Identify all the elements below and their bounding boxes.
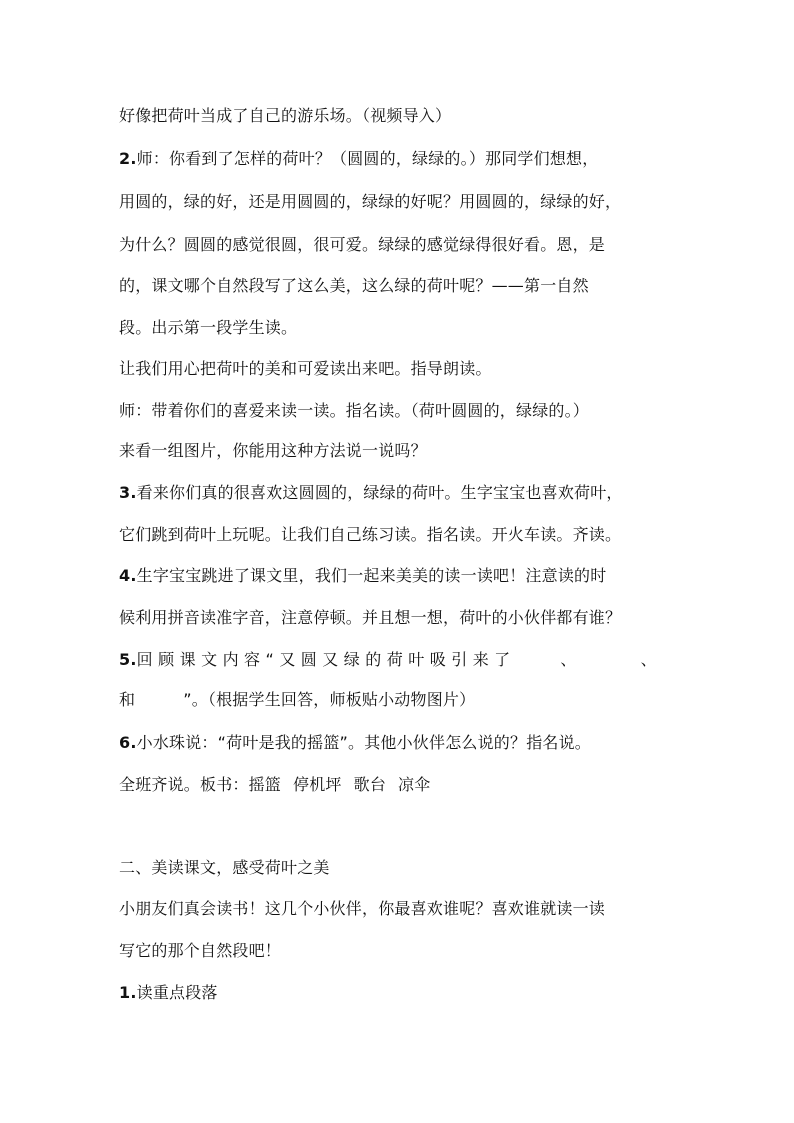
paragraph-line <box>119 731 679 755</box>
paragraph-line <box>119 648 679 672</box>
paragraph-line <box>119 688 679 712</box>
paragraph-line <box>119 316 679 340</box>
item-number: 1. <box>119 983 137 1002</box>
section-heading <box>119 856 679 880</box>
line-text: ”。（根据学生回答，师板贴小动物图片） <box>183 690 476 709</box>
line-text: 看来你们真的很喜欢这圆圆的，绿绿的荷叶。生字宝宝也喜欢荷叶， <box>136 483 623 502</box>
line-text: 二、美读课文，感受荷叶之美 <box>119 858 330 877</box>
line-text: 段。出示第一段学生读。 <box>119 318 298 337</box>
line-text: 候利用拼音读准字音，注意停顿。并且想一想，荷叶的小伙伴都有谁？ <box>119 608 622 627</box>
board-word: 停机坪 <box>293 775 342 794</box>
paragraph-line <box>119 564 679 588</box>
line-text: 的，课文哪个自然段写了这么美，这么绿的荷叶呢？——第一自然 <box>119 276 589 295</box>
line-text: 读重点段落 <box>136 983 218 1002</box>
line-text: 写它的那个自然段吧！ <box>119 941 282 960</box>
paragraph-line <box>119 357 679 381</box>
item-number: 2. <box>119 149 137 168</box>
paragraph-line <box>119 606 679 630</box>
line-text: 小水珠说：“荷叶是我的摇篮”。其他小伙伴怎么说的？指名说。 <box>136 733 592 752</box>
paragraph-line <box>119 233 679 257</box>
paragraph-line <box>119 939 679 963</box>
paragraph-line <box>119 981 679 1005</box>
board-word: 歌台 <box>353 775 387 794</box>
line-text: 生字宝宝跳进了课文里，我们一起来美美的读一读吧！注意读的时 <box>136 566 607 585</box>
paragraph-line <box>119 773 679 797</box>
paragraph-line <box>119 523 679 547</box>
item-number: 4. <box>119 566 137 585</box>
line-text: 好像把荷叶当成了自己的游乐场。（视频导入） <box>119 106 452 125</box>
line-text: 回 顾 课 文 内 容 “ 又 圆 又 绿 的 荷 叶 吸 引 来 了 <box>136 650 511 669</box>
line-text: 师：你看到了怎样的荷叶？（圆圆的，绿绿的。）那同学们想想， <box>136 149 599 168</box>
paragraph-line <box>119 439 679 463</box>
line-text: 让我们用心把荷叶的美和可爱读出来吧。指导朗读。 <box>119 359 492 378</box>
item-number: 5. <box>119 650 137 669</box>
paragraph-line <box>119 147 679 171</box>
line-text: 全班齐说。板书：摇篮 <box>119 775 282 794</box>
line-text: 为什么？圆圆的感觉很圆，很可爱。绿绿的感觉绿得很好看。恩，是 <box>119 235 606 254</box>
paragraph-line <box>119 481 679 505</box>
paragraph-line <box>119 190 679 214</box>
item-number: 3. <box>119 483 137 502</box>
board-word: 凉伞 <box>398 775 431 794</box>
line-text: 来看一组图片，你能用这种方法说一说吗？ <box>119 441 427 460</box>
separator: 、 <box>560 650 577 669</box>
line-text: 它们跳到荷叶上玩呢。让我们自己练习读。指名读。开火车读。齐读。 <box>119 525 622 544</box>
line-text: 师：带着你们的喜爱来读一读。指名读。（荷叶圆圆的，绿绿的。） <box>119 401 590 420</box>
paragraph-line <box>119 399 679 423</box>
item-number: 6. <box>119 733 137 752</box>
line-text: 小朋友们真会读书！这几个小伙伴，你最喜欢谁呢？喜欢谁就读一读 <box>119 899 606 918</box>
paragraph-line <box>119 897 679 921</box>
line-text: 用圆的，绿的好，还是用圆圆的，绿绿的好呢？用圆圆的，绿绿的好， <box>119 192 622 211</box>
paragraph-line <box>119 274 679 298</box>
separator: 、 <box>640 650 657 669</box>
paragraph-line <box>119 104 679 128</box>
line-text: 和 <box>119 690 136 709</box>
